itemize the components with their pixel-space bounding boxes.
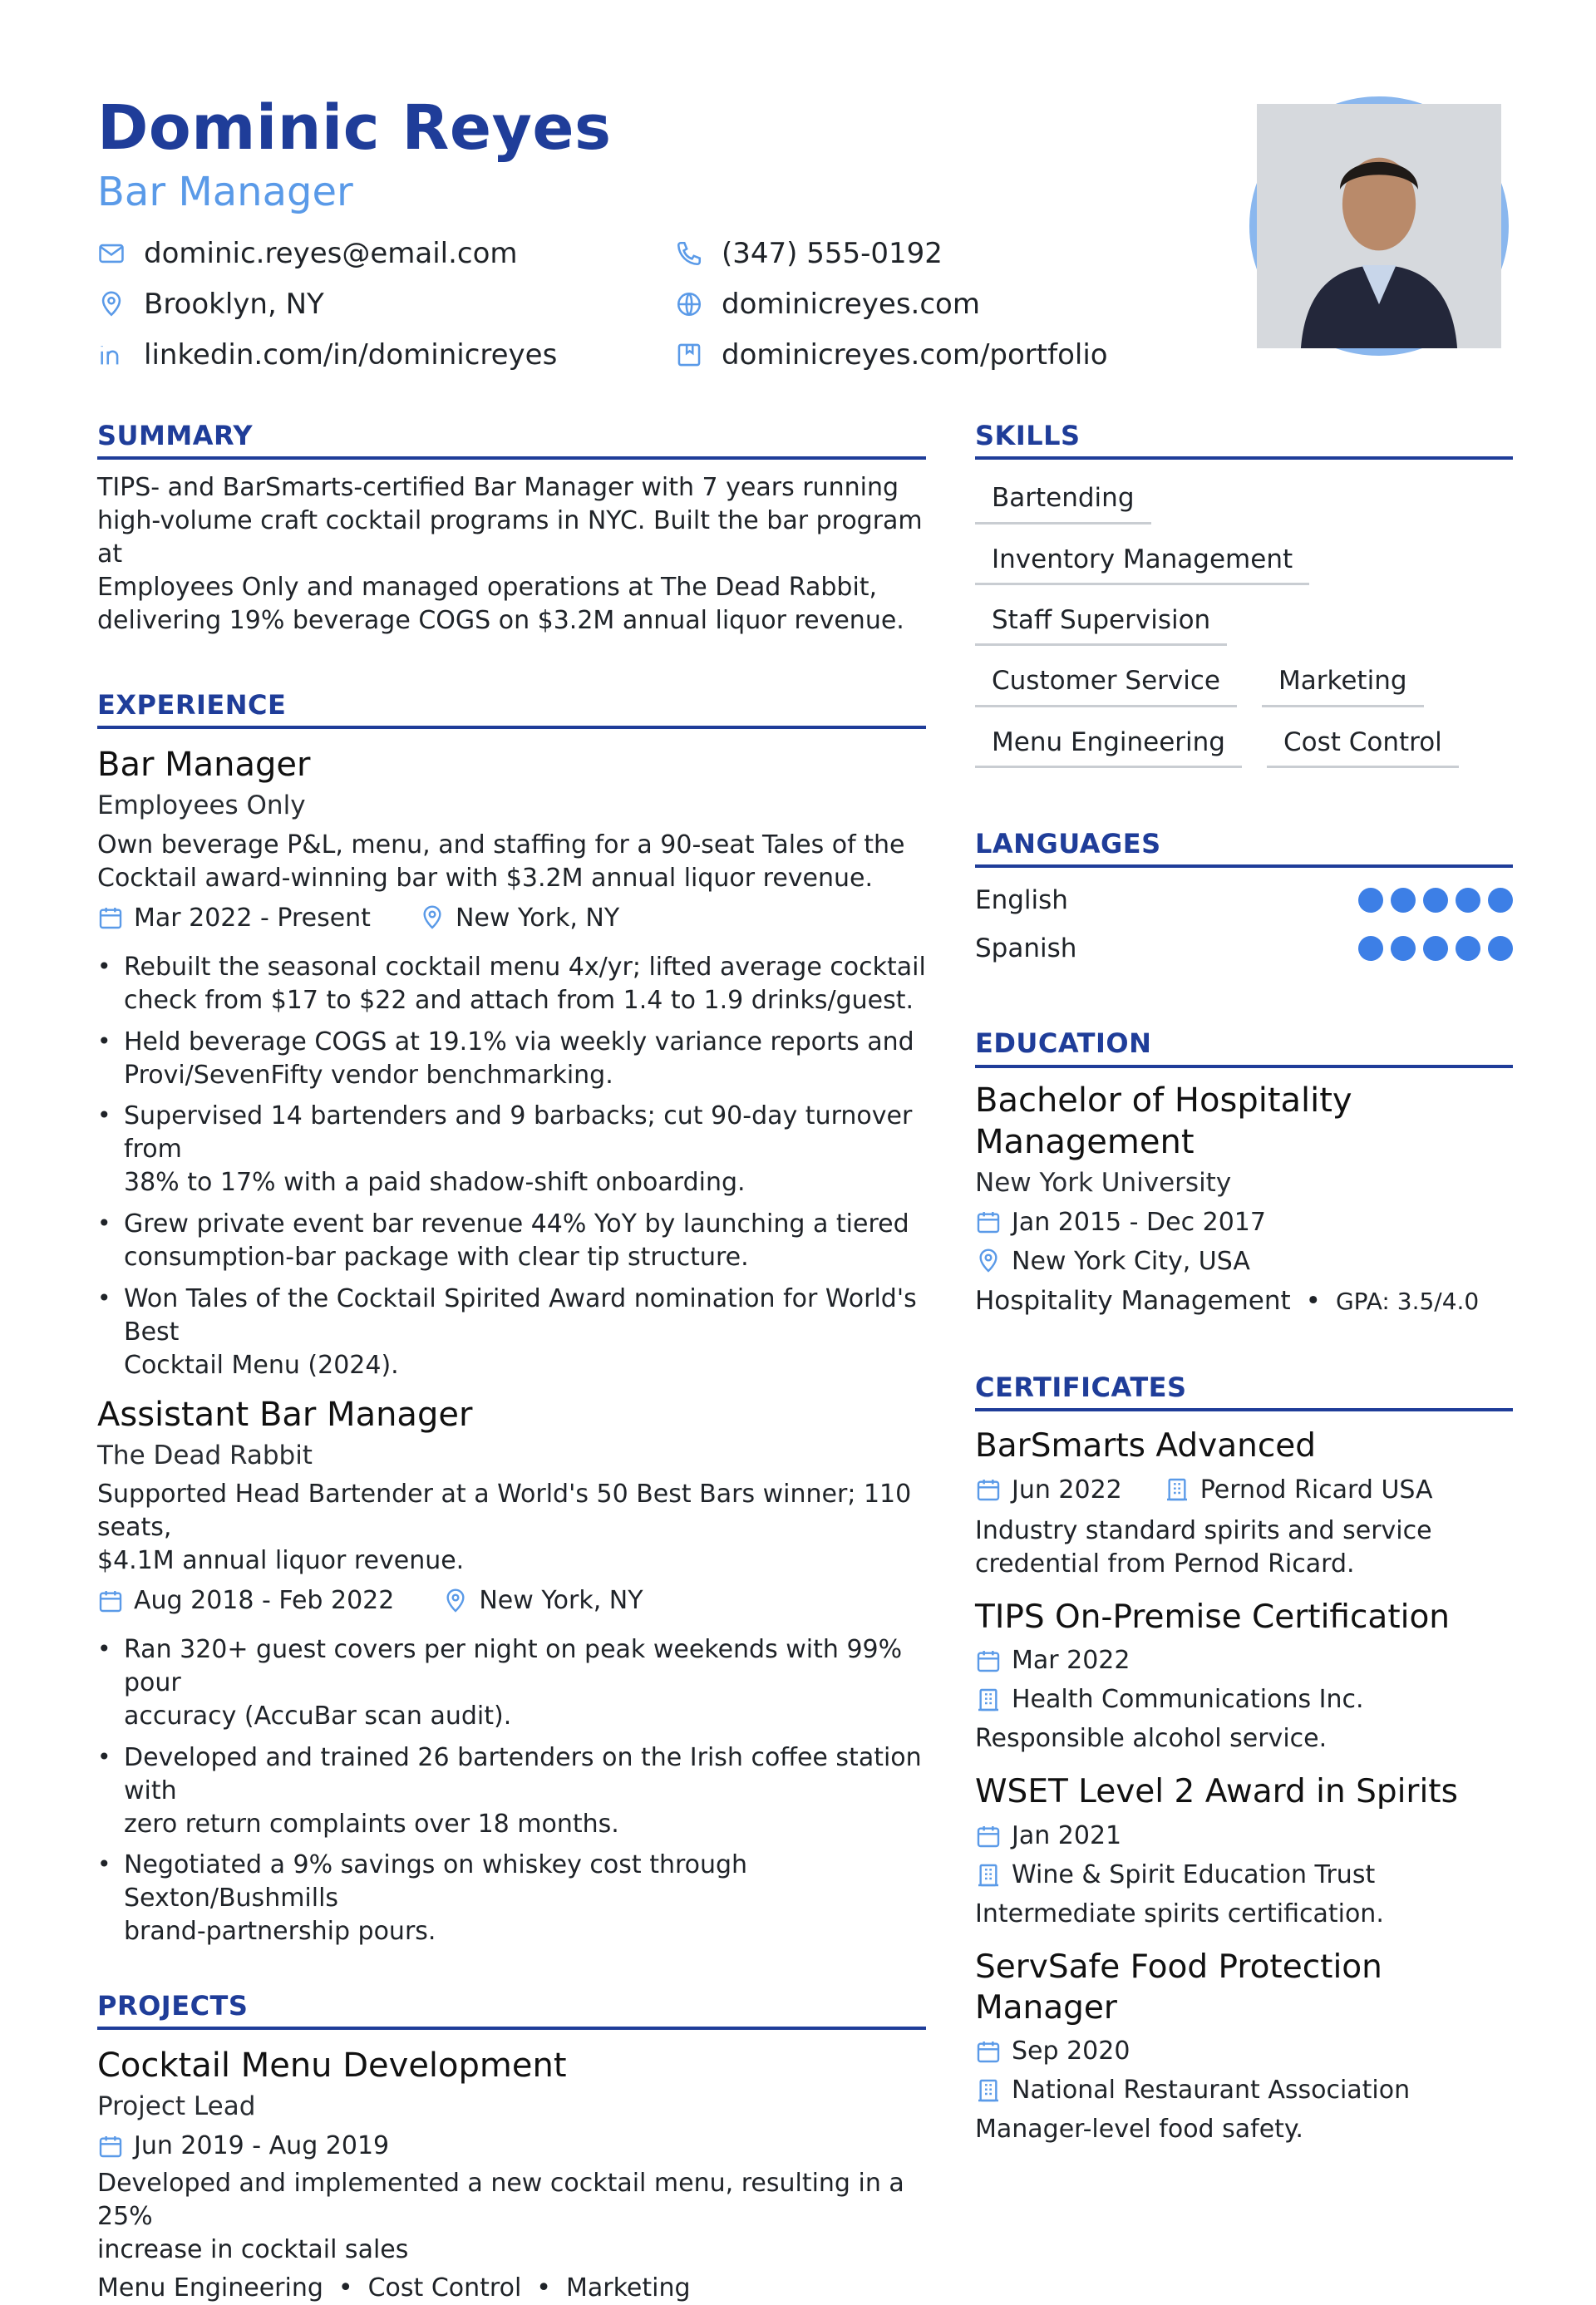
- languages-list: [975, 876, 1513, 973]
- proficiency-dot: [1488, 936, 1513, 961]
- certificate-entry: [975, 1426, 1513, 1581]
- project-tags: Menu Engineering • Cost Control • Marketing: [97, 2273, 691, 2303]
- job-meta: [97, 902, 926, 934]
- skill-tag: Inventory Management: [975, 539, 1309, 585]
- contact-phone[interactable]: (347) 555-0192: [675, 237, 943, 271]
- proficiency-dot: [1423, 888, 1448, 913]
- certificate-date: Mar 2022: [1012, 1646, 1130, 1676]
- building-icon: [975, 1687, 1002, 1713]
- certificate-issuer: National Restaurant Association: [1012, 2076, 1411, 2106]
- languages-heading: LANGUAGES: [975, 828, 1513, 868]
- education-location: New York City, USA: [1012, 1246, 1250, 1276]
- certificate-title: TIPS On-Premise Certification: [975, 1598, 1451, 1636]
- bookmark-icon: [675, 341, 703, 369]
- skill-tag: Bartending: [975, 478, 1151, 524]
- education-dates: Jan 2015 - Dec 2017: [1012, 1207, 1266, 1237]
- certificate-issuer: Wine & Spirit Education Trust: [1012, 1860, 1376, 1890]
- job-bullets: [97, 1633, 926, 1948]
- project-role: Project Lead: [97, 2091, 256, 2122]
- job-location: New York, NY: [455, 903, 620, 933]
- list-item: • Held beverage COGS at 19.1% via weekly variance reports and Provi/SevenFifty vendor benchmarking.: [97, 1026, 926, 1092]
- job-dates: Aug 2018 - Feb 2022: [134, 1586, 395, 1616]
- calendar-icon: [975, 1823, 1002, 1849]
- language-level-dots: [1351, 888, 1513, 913]
- certificate-date-row: [975, 2035, 1513, 2067]
- project-title: Cocktail Menu Development: [97, 2046, 567, 2086]
- school-name: New York University: [975, 1167, 1232, 1198]
- calendar-icon: [975, 2038, 1002, 2065]
- education-section: [975, 1027, 1513, 1317]
- proficiency-dot: [1391, 936, 1416, 961]
- avatar-icon: [1257, 104, 1501, 348]
- certificate-description: Responsible alcohol service.: [975, 1724, 1328, 1754]
- calendar-icon: [97, 1588, 124, 1614]
- project-meta: [97, 2130, 926, 2162]
- certificate-date-row: [975, 1820, 1513, 1852]
- certificate-title: BarSmarts Advanced: [975, 1427, 1317, 1465]
- certificate-date: Sep 2020: [1012, 2037, 1130, 2066]
- map-pin-icon: [419, 904, 446, 931]
- certificate-issuer-row: [975, 1683, 1513, 1716]
- contact-linkedin[interactable]: linkedin.com/in/dominicreyes: [97, 338, 557, 372]
- languages-section: [975, 828, 1513, 973]
- phone-icon: [675, 239, 703, 268]
- skill-tag: Marketing: [1262, 661, 1424, 707]
- projects-section: [97, 1990, 926, 2305]
- contact-location: Brooklyn, NY: [97, 288, 324, 322]
- proficiency-dot: [1488, 888, 1513, 913]
- building-icon: [975, 1862, 1002, 1889]
- job-description: Own beverage P&L, menu, and staffing for a 90-seat Tales of the Cocktail award-winning bar with $3.2M annual liquor revenue.: [97, 830, 905, 893]
- certificate-entry: [975, 1598, 1513, 1756]
- certificate-issuer-row: [975, 2074, 1513, 2106]
- education-heading: EDUCATION: [975, 1027, 1513, 1067]
- right-column: [975, 420, 1513, 2146]
- profile-photo: [1249, 96, 1509, 356]
- calendar-icon: [975, 1647, 1002, 1674]
- certificates-heading: CERTIFICATES: [975, 1372, 1513, 1411]
- project-tag: Marketing: [566, 2273, 691, 2303]
- building-icon: [1164, 1476, 1190, 1503]
- certificate-date: Jun 2022: [1012, 1475, 1122, 1505]
- proficiency-dot: [1358, 936, 1383, 961]
- calendar-icon: [97, 2133, 124, 2160]
- education-gpa: GPA: 3.5/4.0: [1335, 1287, 1480, 1315]
- proficiency-dot: [1456, 888, 1480, 913]
- linkedin-icon: [97, 341, 126, 369]
- certificate-description: Intermediate spirits certification.: [975, 1899, 1384, 1929]
- candidate-title: Bar Manager: [97, 169, 353, 215]
- skills-heading: SKILLS: [975, 420, 1513, 460]
- experience-section: [97, 689, 926, 1948]
- education-field: Hospitality Management: [975, 1285, 1291, 1316]
- contact-portfolio[interactable]: dominicreyes.com/portfolio: [675, 338, 1108, 372]
- skill-tag: Customer Service: [975, 661, 1237, 707]
- job-title: Bar Manager: [97, 746, 311, 785]
- job-location: New York, NY: [479, 1586, 643, 1616]
- list-item: • Developed and trained 26 bartenders on the Irish coffee station with zero return complaints over 18 months.: [97, 1741, 926, 1841]
- skills-list: [975, 478, 1513, 782]
- calendar-icon: [975, 1209, 1002, 1235]
- summary-section: [97, 420, 926, 638]
- language-level-dots: [1351, 936, 1513, 961]
- proficiency-dot: [1358, 888, 1383, 913]
- job-company: The Dead Rabbit: [97, 1440, 313, 1470]
- certificate-entry: [975, 1948, 1513, 2146]
- list-item: • Ran 320+ guest covers per night on peak weekends with 99% pour accuracy (AccuBar scan audit).: [97, 1633, 926, 1733]
- skill-tag: Cost Control: [1267, 722, 1459, 768]
- certificate-meta: [975, 1474, 1513, 1506]
- calendar-icon: [975, 1476, 1002, 1503]
- project-description: Developed and implemented a new cocktail menu, resulting in a 25% increase in cocktail sales: [97, 2169, 904, 2265]
- map-pin-icon: [442, 1588, 469, 1614]
- summary-heading: SUMMARY: [97, 420, 926, 460]
- education-dates-row: [975, 1206, 1513, 1239]
- project-tag: Menu Engineering: [97, 2273, 323, 2303]
- certificate-date: Jan 2021: [1012, 1821, 1122, 1851]
- certificate-entry: [975, 1772, 1513, 1931]
- experience-heading: EXPERIENCE: [97, 689, 926, 729]
- projects-heading: PROJECTS: [97, 1990, 926, 2030]
- list-item: • Negotiated a 9% savings on whiskey cost through Sexton/Bushmills brand-partnership pours.: [97, 1849, 926, 1948]
- job-meta: [97, 1584, 926, 1617]
- project-dates: Jun 2019 - Aug 2019: [134, 2131, 390, 2161]
- globe-icon: [675, 290, 703, 318]
- certificate-description: Industry standard spirits and service credential from Pernod Ricard.: [975, 1515, 1432, 1579]
- degree-title: Bachelor of Hospitality Management: [975, 1081, 1352, 1161]
- list-item: • Rebuilt the seasonal cocktail menu 4x/yr; lifted average cocktail check from $17 to $22 and attach from 1.4 to 1.9 drinks/guest.: [97, 951, 926, 1017]
- certificate-title: WSET Level 2 Award in Spirits: [975, 1773, 1458, 1811]
- education-entry: [975, 1080, 1513, 1318]
- job-company: Employees Only: [97, 790, 306, 821]
- certificate-title: ServSafe Food Protection Manager: [975, 1948, 1382, 2027]
- mail-icon: [97, 239, 126, 268]
- skill-tag: Menu Engineering: [975, 722, 1242, 768]
- language-row: [975, 924, 1513, 973]
- language-name: English: [975, 885, 1068, 916]
- contact-website[interactable]: dominicreyes.com: [675, 288, 980, 322]
- proficiency-dot: [1391, 888, 1416, 913]
- education-field-row: Hospitality Management • GPA: 3.5/4.0: [975, 1285, 1480, 1316]
- skills-section: [975, 420, 1513, 783]
- certificate-issuer: Health Communications Inc.: [1012, 1685, 1364, 1715]
- certificates-section: [975, 1372, 1513, 2147]
- certificate-date-row: [975, 1644, 1513, 1677]
- list-item: • Won Tales of the Cocktail Spirited Award nomination for World's Best Cocktail Menu (2024).: [97, 1283, 926, 1382]
- summary-text: TIPS- and BarSmarts-certified Bar Manager with 7 years running high-volume craft cocktail programs in NYC. Built the bar program at Employees Only and managed operations at The Dead Rabbit, delivering 19% beverage COGS on $3.2M annual liquor revenue.: [97, 473, 923, 635]
- certificate-description: Manager-level food safety.: [975, 2115, 1303, 2145]
- candidate-name: Dominic Reyes: [97, 92, 612, 164]
- education-location-row: [975, 1245, 1513, 1278]
- calendar-icon: [97, 904, 124, 931]
- certificate-issuer: Pernod Ricard USA: [1199, 1475, 1433, 1505]
- project-tag: Cost Control: [367, 2273, 522, 2303]
- skill-tag: Staff Supervision: [975, 600, 1227, 646]
- language-row: [975, 876, 1513, 924]
- map-pin-icon: [975, 1248, 1002, 1274]
- left-column: [97, 420, 926, 2305]
- contact-email[interactable]: dominic.reyes@email.com: [97, 237, 518, 271]
- list-item: • Grew private event bar revenue 44% YoY by launching a tiered consumption-bar package with clear tip structure.: [97, 1208, 926, 1274]
- map-pin-icon: [97, 290, 126, 318]
- job-dates: Mar 2022 - Present: [134, 903, 371, 933]
- proficiency-dot: [1456, 936, 1480, 961]
- job-bullets: [97, 951, 926, 1382]
- certificate-issuer-row: [975, 1859, 1513, 1891]
- proficiency-dot: [1423, 936, 1448, 961]
- building-icon: [975, 2077, 1002, 2104]
- project-entry: [97, 2045, 926, 2304]
- job-entry: [97, 744, 926, 1382]
- job-title: Assistant Bar Manager: [97, 1395, 473, 1434]
- language-name: Spanish: [975, 933, 1077, 964]
- list-item: • Supervised 14 bartenders and 9 barbacks; cut 90-day turnover from 38% to 17% with a paid shadow-shift onboarding.: [97, 1100, 926, 1199]
- job-entry: [97, 1394, 926, 1949]
- job-description: Supported Head Bartender at a World's 50 Best Bars winner; 110 seats, $4.1M annual liquor revenue.: [97, 1480, 912, 1576]
